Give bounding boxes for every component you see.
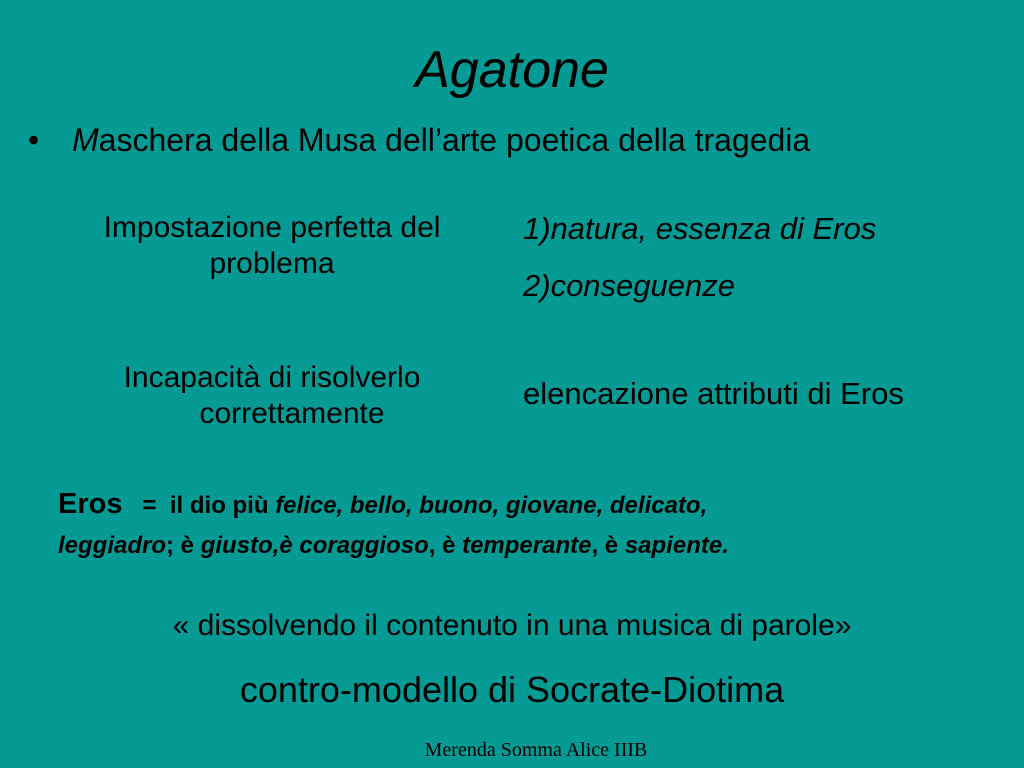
slide-title: Agatone [415, 41, 609, 99]
bullet-initial: M [72, 122, 99, 158]
right-item-attributes: elencazione attributi di Eros [523, 376, 904, 411]
eros-line1 [58, 484, 729, 526]
eros-attr-temperante: temperante [462, 532, 592, 559]
eros-attr-giusto: giusto,è coraggioso [200, 532, 429, 559]
eros-sep1: ; è [166, 532, 195, 559]
bullet-text: aschera della Musa dell’arte poetica della tragedia [98, 122, 811, 158]
eros-attr-sapiente: sapiente. [624, 532, 729, 559]
eros-sep3: , è [591, 532, 619, 559]
footer-author: Merenda Somma Alice IIIB [424, 739, 648, 761]
quote-text: « dissolvendo il contenuto in una musica di parole» [172, 609, 852, 642]
eros-attrs-line1: felice, bello, buono, giovane, delicato, [275, 492, 708, 519]
eros-equals: = [142, 492, 157, 519]
left-item-problem-line2: problema [209, 247, 335, 280]
eros-word: Eros [58, 488, 123, 520]
left-item-problem-line1: Impostazione perfetta del [103, 211, 441, 244]
left-item-problem [22, 210, 522, 282]
right-item-consequences: 2)conseguenze [523, 268, 735, 303]
bullet-icon: • [28, 122, 40, 158]
left-item-inability-line1: Incapacità di risolverlo [123, 361, 421, 394]
bullet-line [28, 122, 810, 159]
right-item-nature: 1)natura, essenza di Eros [523, 211, 877, 246]
left-item-inability-line2: correttamente [199, 397, 385, 430]
eros-sep2: , è [428, 532, 456, 559]
left-item-inability [22, 360, 522, 432]
eros-attr-leggiadro: leggiadro [58, 532, 167, 559]
counter-model-text: contro-modello di Socrate-Diotima [239, 669, 785, 710]
eros-line2 [58, 526, 729, 566]
eros-definition [58, 484, 729, 566]
eros-prefix: il dio più [169, 492, 269, 519]
